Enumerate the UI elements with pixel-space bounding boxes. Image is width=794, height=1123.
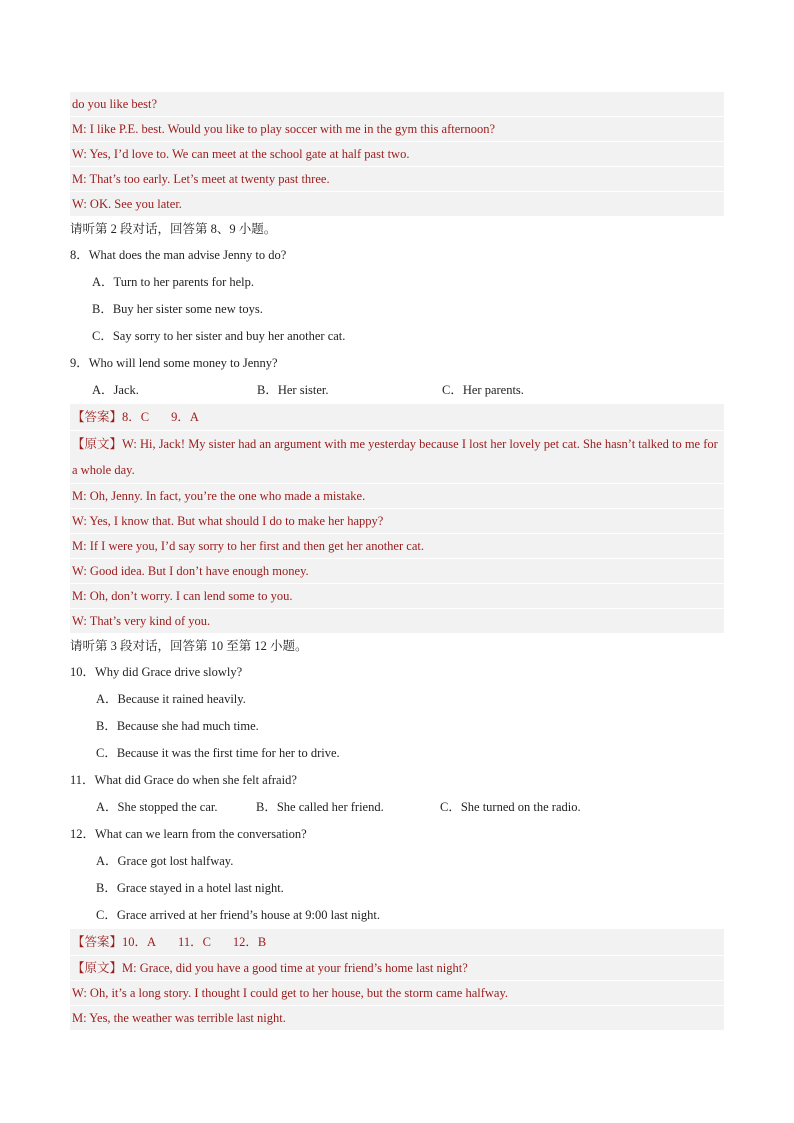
transcript-label: 【原文】 [72,437,123,451]
question-8-option-b: B．Buy her sister some new toys. [92,302,263,316]
question-9-options [70,377,724,404]
transcript-label: 【原文】 [72,961,123,975]
question-10-option-a: A．Because it rained heavily. [96,692,246,706]
transcript-line: W: Yes, I know that. But what should I do to make her happy? [70,509,724,534]
question-12-stem: 12．What can we learn from the conversation? [70,827,307,841]
question-8-stem: 8．What does the man advise Jenny to do? [70,248,287,262]
question-10-stem: 10．Why did Grace drive slowly? [70,665,243,679]
dialog1-transcript-block [70,92,724,217]
section2-intro: 请听第 2 段对话，回答第 8、9 小题。 [70,222,277,236]
question-11-option-c: C．She turned on the radio. [440,800,581,814]
question-11-options [70,794,724,821]
transcript-line: M: That’s too early. Let’s meet at twenty past three. [70,167,724,192]
answer-label: 【答案】 [72,935,123,949]
transcript-line: M: Oh, don’t worry. I can lend some to you. [70,584,724,609]
question-9-option-c: C．Her parents. [442,383,524,397]
answer-row [70,404,724,431]
answer-12: 12．B [232,935,267,949]
transcript-line: M: Oh, Jenny. In fact, you’re the one who made a mistake. [70,484,724,509]
answer-8: 8．C [122,410,150,424]
question-12-option-a: A．Grace got lost halfway. [96,854,234,868]
question-9-option-b: B．Her sister. [257,383,329,397]
question-10-option-b: B．Because she had much time. [96,719,259,733]
question-11-option-a: A．She stopped the car. [96,800,218,814]
answer-label: 【答案】 [72,410,123,424]
question-11-option-b: B．She called her friend. [256,800,384,814]
transcript-line: 【原文】M: Grace, did you have a good time at your friend’s home last night? [70,956,724,981]
transcript-line: W: Yes, I’d love to. We can meet at the school gate at half past two. [70,142,724,167]
answer-9: 9．A [171,410,199,424]
section2-answer-block [70,404,724,634]
question-12-option-c: C．Grace arrived at her friend’s house at 9:00 last night. [96,908,380,922]
transcript-line: W: That’s very kind of you. [70,609,724,634]
transcript-line: M: Yes, the weather was terrible last night. [70,1006,724,1031]
answer-10: 10．A [122,935,157,949]
section3-answer-block [70,929,724,1031]
document-page [70,92,724,1031]
question-9-stem: 9．Who will lend some money to Jenny? [70,356,278,370]
transcript-line: do you like best? [70,92,724,117]
transcript-line: M: I like P.E. best. Would you like to play soccer with me in the gym this afternoon? [70,117,724,142]
question-12-option-b: B．Grace stayed in a hotel last night. [96,881,284,895]
transcript-line: 【原文】W: Hi, Jack! My sister had an argument with me yesterday because I lost her lovely pet cat. She hasn’t talked to me for a whole day. [70,431,724,484]
answer-row [70,929,724,956]
answer-11: 11．C [178,935,211,949]
transcript-line: W: OK. See you later. [70,192,724,217]
question-8-option-a: A．Turn to her parents for help. [92,275,255,289]
transcript-line: W: Good idea. But I don’t have enough money. [70,559,724,584]
question-10-option-c: C．Because it was the first time for her to drive. [96,746,340,760]
transcript-line: M: If I were you, I’d say sorry to her first and then get her another cat. [70,534,724,559]
transcript-line: W: Oh, it’s a long story. I thought I could get to her house, but the storm came halfway. [70,981,724,1006]
question-8-option-c: C．Say sorry to her sister and buy her another cat. [92,329,346,343]
question-9-option-a: A．Jack. [92,383,139,397]
section3-intro: 请听第 3 段对话，回答第 10 至第 12 小题。 [70,639,308,653]
question-11-stem: 11．What did Grace do when she felt afraid? [70,773,297,787]
